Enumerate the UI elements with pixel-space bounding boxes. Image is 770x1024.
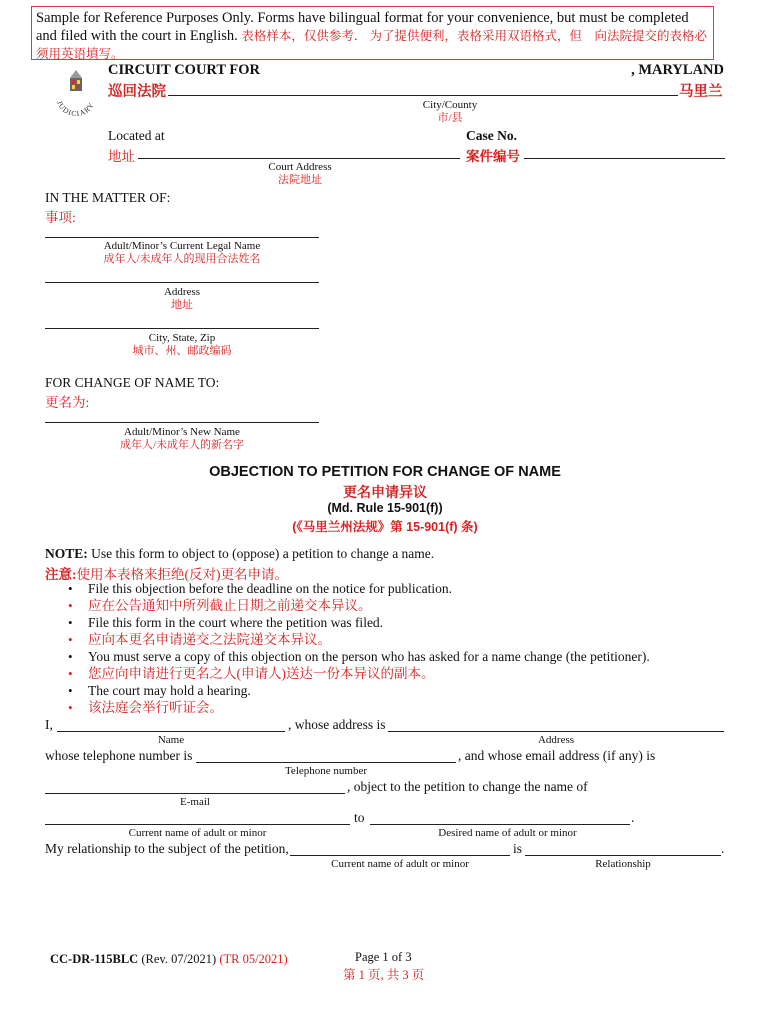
phone-field[interactable] <box>196 762 456 763</box>
i-label: I, <box>45 717 53 732</box>
whose-phone-label: whose telephone number is <box>45 748 193 763</box>
object-clause-label: , object to the petition to change the name of <box>347 779 588 794</box>
to-label: to <box>354 810 365 825</box>
period-label-2: . <box>721 841 725 856</box>
new-name-field[interactable] <box>45 422 319 423</box>
banner-text-en: Sample for Reference Purposes Only. Forms have bilingual format for your convenience, but must be completed and filed with the court in English. <box>36 10 689 44</box>
instruction-item: • You must serve a copy of this objection on the person who has asked for a name change (the petitioner). <box>68 648 650 665</box>
state-label-zh: 马里兰 <box>679 84 723 100</box>
matter-title-zh: 事项: <box>45 210 76 225</box>
instruction-item: • File this form in the court where the petition was filed. <box>68 614 650 631</box>
instruction-item: • 该法庭会举行听证会。 <box>68 699 650 716</box>
relationship-label: My relationship to the subject of the petition, <box>45 841 289 856</box>
email-field[interactable] <box>45 793 345 794</box>
sample-banner <box>31 6 714 60</box>
matter-address-caption: Address 地址 <box>163 286 201 311</box>
note-zh: 注意:使用本表格来拒绝(反对)更名申请。 <box>45 567 288 582</box>
court-label-zh: 巡回法院 <box>108 84 166 100</box>
court-address-caption: Court Address 法院地址 <box>268 161 332 186</box>
whose-address-label: , whose address is <box>288 717 386 732</box>
phone-caption: Telephone number <box>284 765 367 777</box>
svg-text:JUDICIARY <box>55 99 96 118</box>
case-no-label: Case No. <box>466 128 517 143</box>
relationship-caption: Relationship <box>595 858 651 870</box>
instruction-item: • File this objection before the deadline on the notice for publication. <box>68 580 650 597</box>
matter-title: IN THE MATTER OF: <box>45 190 171 205</box>
email-clause-label: , and whose email address (if any) is <box>458 748 656 763</box>
page-number-zh: 第 1 页, 共 3 页 <box>343 968 425 982</box>
name-caption: Name <box>157 734 185 746</box>
objector-name-field[interactable] <box>57 731 285 732</box>
case-no-label-zh: 案件编号 <box>466 149 520 164</box>
matter-address-field[interactable] <box>45 282 319 283</box>
change-title: FOR CHANGE OF NAME TO: <box>45 375 220 390</box>
form-title: OBJECTION TO PETITION FOR CHANGE OF NAME <box>209 464 561 480</box>
objector-address-field[interactable] <box>388 731 724 732</box>
form-code: CC-DR-115BLC (Rev. 07/2021) (TR 05/2021) <box>50 952 288 966</box>
desired-name-caption: Desired name of adult or minor <box>438 827 577 839</box>
subject-name-caption: Current name of adult or minor <box>331 858 469 870</box>
judiciary-seal-icon <box>50 66 102 118</box>
matter-city-caption: City, State, Zip 城市、州、邮政编码 <box>132 332 232 357</box>
matter-city-field[interactable] <box>45 328 319 329</box>
desired-name-field[interactable] <box>370 824 630 825</box>
relationship-field[interactable] <box>525 855 721 856</box>
address-caption: Address <box>537 734 575 746</box>
instruction-item: • 您应向申请进行更名之人(申请人)送达一份本异议的副本。 <box>68 665 650 682</box>
banner-text-zh: 表格样本，仅供参考． 为了提供便利，表格采用双语格式，但 向法院提交的表格必须用英语填写。 <box>36 29 708 61</box>
current-name-caption: Adult/Minor’s Current Legal Name 成年人/未成年人的现用合法姓名 <box>103 240 261 265</box>
note-en: NOTE: Use this form to object to (oppose) a petition to change a name. <box>45 546 435 561</box>
seal-text: JUDICIARY <box>54 99 97 118</box>
change-title-zh: 更名为: <box>45 395 90 410</box>
instruction-item: • 应向本更名申请递交之法院递交本异议。 <box>68 631 650 648</box>
court-address-field[interactable] <box>138 158 460 159</box>
case-number-field[interactable] <box>524 158 725 159</box>
current-name-field[interactable] <box>45 237 319 238</box>
rule-ref: (Md. Rule 15-901(f)) <box>327 501 443 515</box>
instruction-item: • 应在公告通知中所列截止日期之前递交本异议。 <box>68 597 650 614</box>
page-number: Page 1 of 3 <box>355 950 412 964</box>
current-name-object-caption: Current name of adult or minor <box>128 827 267 839</box>
email-caption: E-mail <box>180 796 210 808</box>
period-label: . <box>631 810 635 825</box>
is-label: is <box>513 841 523 856</box>
county-field[interactable] <box>168 95 678 96</box>
located-at-label-zh: 地址 <box>108 149 135 164</box>
state-label-en: , MARYLAND <box>631 62 724 78</box>
form-title-zh: 更名申请异议 <box>343 484 427 500</box>
new-name-caption: Adult/Minor’s New Name 成年人/未成年人的新名字 <box>119 426 245 451</box>
instruction-list <box>68 580 650 716</box>
located-at-label: Located at <box>108 128 165 143</box>
subject-name-field[interactable] <box>290 855 510 856</box>
court-label-en: CIRCUIT COURT FOR <box>108 62 261 78</box>
rule-ref-zh: (《马里兰州法规》第 15-901(f) 条) <box>292 520 478 534</box>
current-name-object-field[interactable] <box>45 824 350 825</box>
city-county-caption: City/County 市/县 <box>422 99 478 124</box>
instruction-item: • The court may hold a hearing. <box>68 682 650 699</box>
